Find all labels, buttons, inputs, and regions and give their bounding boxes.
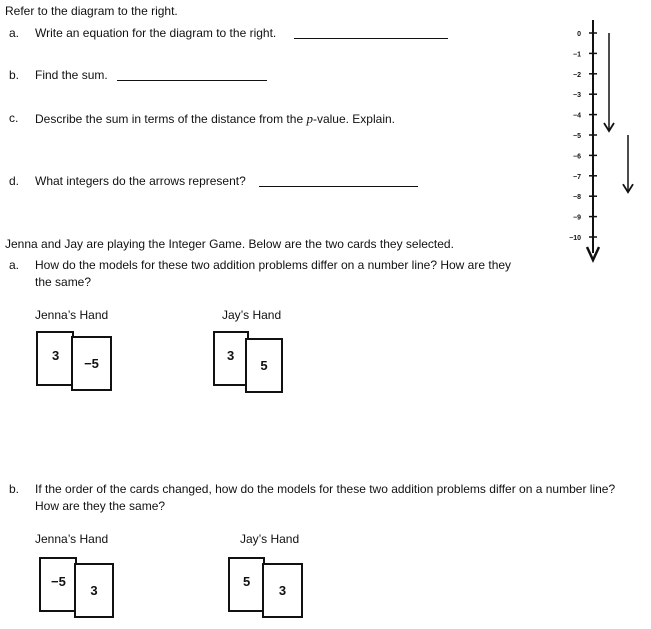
jay-hand-label: Jay’s Hand (240, 532, 300, 546)
question-letter: d. (9, 174, 20, 188)
tick-label: −4 (573, 112, 581, 120)
tick-label: −7 (573, 173, 581, 181)
question-text-line1: If the order of the cards changed, how do the models for these two addition problems differ on a number line? (35, 482, 616, 496)
question-text: What integers do the arrows represent? (35, 174, 246, 188)
number-line-diagram (560, 15, 646, 267)
tick-label: −1 (573, 51, 581, 59)
card-front (245, 338, 283, 393)
card-value: 3 (90, 583, 98, 598)
tick-label: −3 (573, 92, 581, 100)
question-letter: a. (9, 258, 20, 272)
tick-label: −8 (573, 194, 581, 202)
card-value: 3 (227, 348, 235, 363)
tick-label: −2 (573, 71, 581, 79)
card-value: 3 (278, 583, 287, 598)
tick-label: −10 (569, 235, 581, 242)
card-value: 5 (260, 358, 268, 373)
part1-intro: Refer to the diagram to the right. (5, 4, 178, 18)
card-value: 5 (243, 574, 251, 589)
question-text-part: -value. Explain. (312, 112, 395, 126)
card-back (39, 557, 77, 612)
question-letter: a. (9, 26, 20, 40)
question-text: Find the sum. (35, 68, 108, 82)
tick-label: −5 (573, 133, 581, 140)
card-front (74, 563, 114, 618)
question-text-line2: How are they the same? (35, 499, 166, 513)
question-text-line2: the same? (35, 275, 92, 289)
movement-arrow (623, 135, 633, 192)
card-value: −5 (51, 574, 66, 589)
card-back (36, 331, 74, 386)
card-front (262, 563, 303, 618)
jenna-hand-label: Jenna’s Hand (35, 308, 109, 322)
part2-intro: Jenna and Jay are playing the Integer Game. Below are the two cards they selected. (5, 237, 454, 251)
card-value: 3 (52, 348, 60, 363)
answer-blank[interactable] (259, 186, 418, 187)
movement-arrow (604, 33, 614, 131)
card-back (228, 557, 265, 612)
jay-hand-label: Jay’s Hand (222, 308, 282, 322)
card-value: −5 (84, 356, 99, 371)
answer-blank[interactable] (294, 38, 448, 39)
tick-label: −6 (573, 153, 581, 161)
tick-label: 0 (577, 31, 581, 38)
card-back (213, 331, 249, 386)
tick-label: −9 (573, 214, 581, 222)
question-text (35, 111, 395, 127)
jenna-hand-label: Jenna’s Hand (35, 532, 109, 546)
p-variable: p (306, 111, 313, 126)
question-text-line1: How do the models for these two addition problems differ on a number line? How are they (35, 258, 512, 272)
question-text-part: Describe the sum in terms of the distance from the (35, 112, 307, 126)
question-letter: b. (9, 482, 20, 496)
answer-blank[interactable] (117, 80, 267, 81)
question-letter: c. (9, 111, 19, 125)
question-letter: b. (9, 68, 20, 82)
card-front (71, 336, 112, 391)
question-text: Write an equation for the diagram to the right. (35, 26, 277, 40)
